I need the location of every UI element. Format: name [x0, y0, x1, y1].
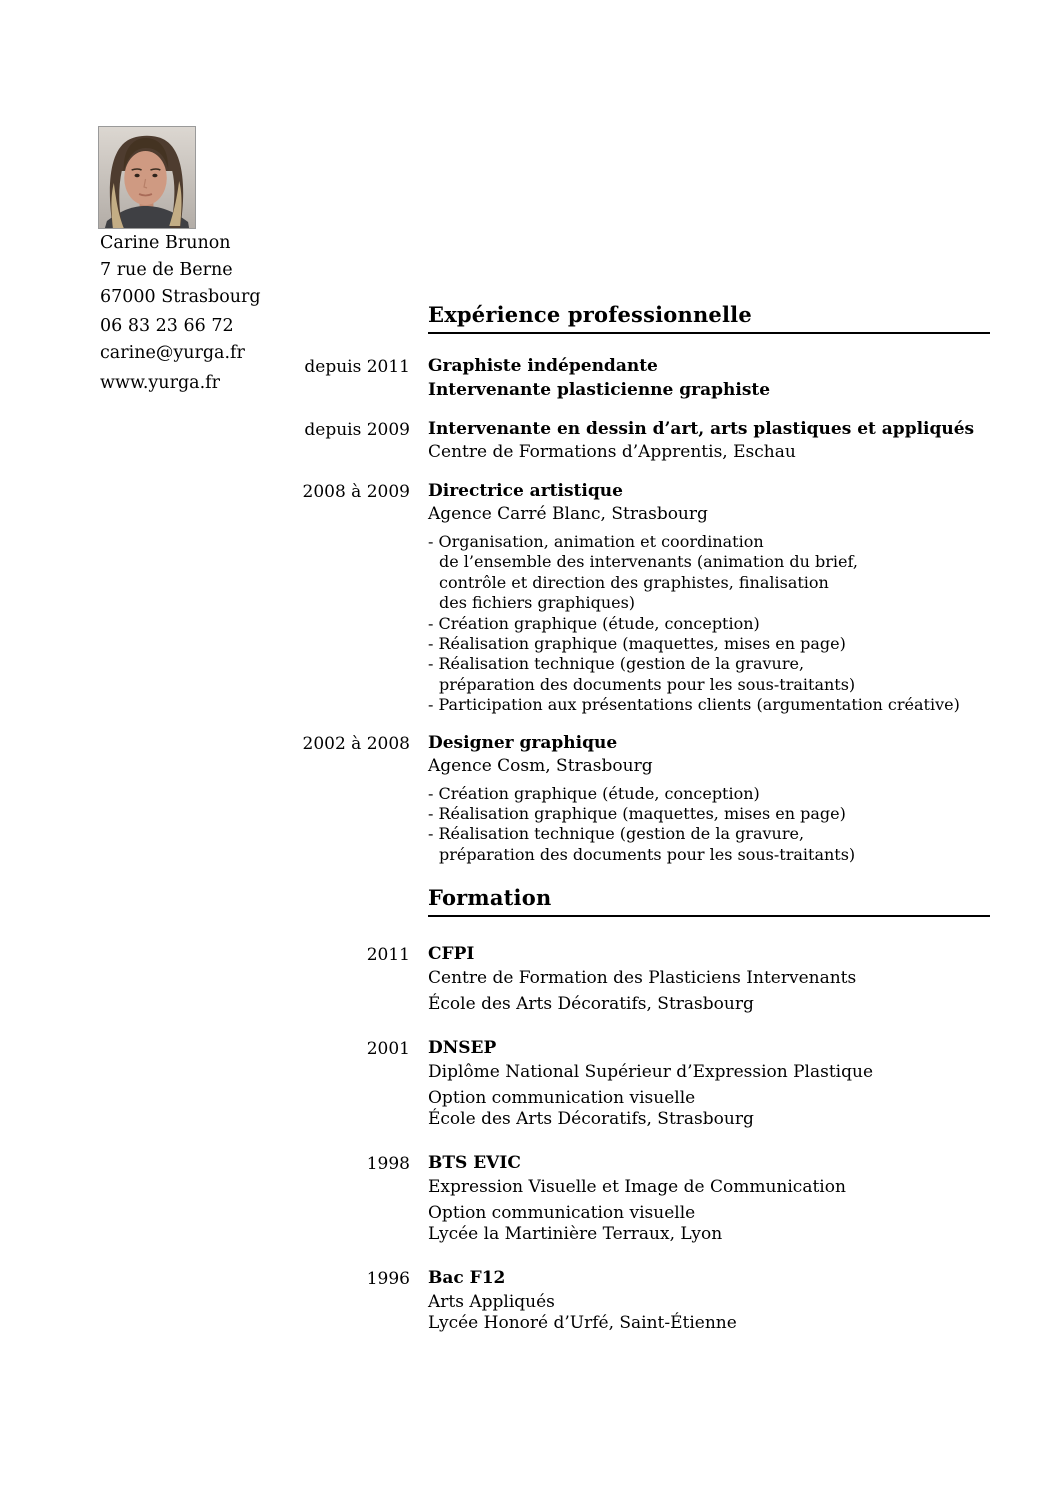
portrait-photo	[98, 126, 196, 229]
task-line: - Organisation, animation et coordination	[428, 532, 764, 551]
section-formation	[366, 885, 990, 1334]
contact-name: Carine Brunon	[100, 233, 231, 253]
contact-phone: 06 83 23 66 72	[100, 316, 234, 336]
main-column	[302, 302, 990, 1334]
entry-year: 1998	[366, 1154, 410, 1175]
entry-title: Designer graphique	[428, 732, 618, 753]
entry-organization: Centre de Formations d’Apprentis, Eschau	[428, 442, 796, 462]
contact-address-line1: 7 rue de Berne	[100, 260, 233, 280]
entry-year: 2011	[366, 945, 410, 966]
experience-section-heading: Expérience professionnelle	[428, 304, 990, 334]
entry-date: 2002 à 2008	[302, 733, 410, 754]
task-line: - Réalisation technique (gestion de la gravure,	[428, 824, 805, 844]
task-line: contrôle et direction des graphistes, finalisation	[439, 572, 829, 592]
task-line: des fichiers graphiques)	[439, 593, 636, 613]
task-list	[428, 532, 990, 716]
section-experience	[302, 302, 990, 865]
entry-title: Intervenante plasticienne graphiste	[428, 380, 771, 400]
task-line: préparation des documents pour les sous-traitants)	[439, 844, 856, 864]
entry-title: Intervenante en dessin d’art, arts plastiques et appliqués	[428, 419, 975, 439]
degree-title: BTS EVIC	[428, 1153, 521, 1174]
contact-email: carine@yurga.fr	[100, 343, 245, 363]
experience-entry	[304, 417, 990, 464]
education-entry	[366, 942, 990, 1015]
entry-date: depuis 2011	[304, 357, 410, 377]
entry-year: 1996	[366, 1269, 410, 1290]
degree-line: Option communication visuelle	[428, 1088, 696, 1109]
entry-organization: Agence Carré Blanc, Strasbourg	[428, 504, 708, 524]
degree-title: DNSEP	[428, 1038, 497, 1059]
task-line: - Création graphique (étude, conception)	[428, 783, 760, 803]
entry-title: Directrice artistique	[428, 481, 623, 501]
education-entry	[366, 1036, 990, 1130]
degree-line: Lycée Honoré d’Urfé, Saint-Étienne	[428, 1313, 737, 1334]
formation-section-heading: Formation	[428, 887, 990, 917]
degree-line: École des Arts Décoratifs, Strasbourg	[428, 994, 754, 1015]
portrait-photo-graphic	[99, 127, 195, 228]
degree-line: Option communication visuelle	[428, 1203, 696, 1224]
education-entry	[366, 1151, 990, 1245]
degree-title: CFPI	[428, 944, 475, 965]
task-line: - Réalisation technique (gestion de la gravure,	[428, 654, 805, 674]
contact-block	[100, 230, 261, 397]
task-line: - Participation aux présentations clients (argumentation créative)	[428, 695, 960, 715]
contact-website: www.yurga.fr	[100, 373, 220, 393]
degree-line: Expression Visuelle et Image de Communication	[428, 1177, 846, 1198]
task-list	[428, 784, 990, 866]
entry-organization: Agence Cosm, Strasbourg	[428, 755, 653, 776]
degree-title: Bac F12	[428, 1268, 506, 1289]
entry-date: 2008 à 2009	[302, 482, 410, 502]
degree-line: École des Arts Décoratifs, Strasbourg	[428, 1109, 754, 1130]
experience-entry	[304, 354, 990, 402]
entry-year: 2001	[366, 1039, 410, 1060]
education-entry	[366, 1266, 990, 1334]
entry-title: Graphiste indépendante	[428, 356, 658, 376]
degree-line: Arts Appliqués	[428, 1292, 555, 1313]
degree-line: Diplôme National Supérieur d’Expression Plastique	[428, 1062, 874, 1083]
degree-line: Lycée la Martinière Terraux, Lyon	[428, 1224, 723, 1245]
experience-entry	[302, 479, 990, 716]
task-line: préparation des documents pour les sous-traitants)	[439, 674, 856, 694]
experience-entry	[302, 731, 990, 866]
contact-address-line2: 67000 Strasbourg	[100, 287, 261, 307]
task-line: - Réalisation graphique (maquettes, mises en page)	[428, 634, 846, 654]
task-line: de l’ensemble des intervenants (animation du brief,	[439, 552, 858, 572]
task-line: - Création graphique (étude, conception)	[428, 613, 760, 633]
task-line: - Réalisation graphique (maquettes, mises en page)	[428, 804, 846, 824]
degree-line: Centre de Formation des Plasticiens Intervenants	[428, 968, 857, 989]
entry-date: depuis 2009	[304, 420, 410, 440]
